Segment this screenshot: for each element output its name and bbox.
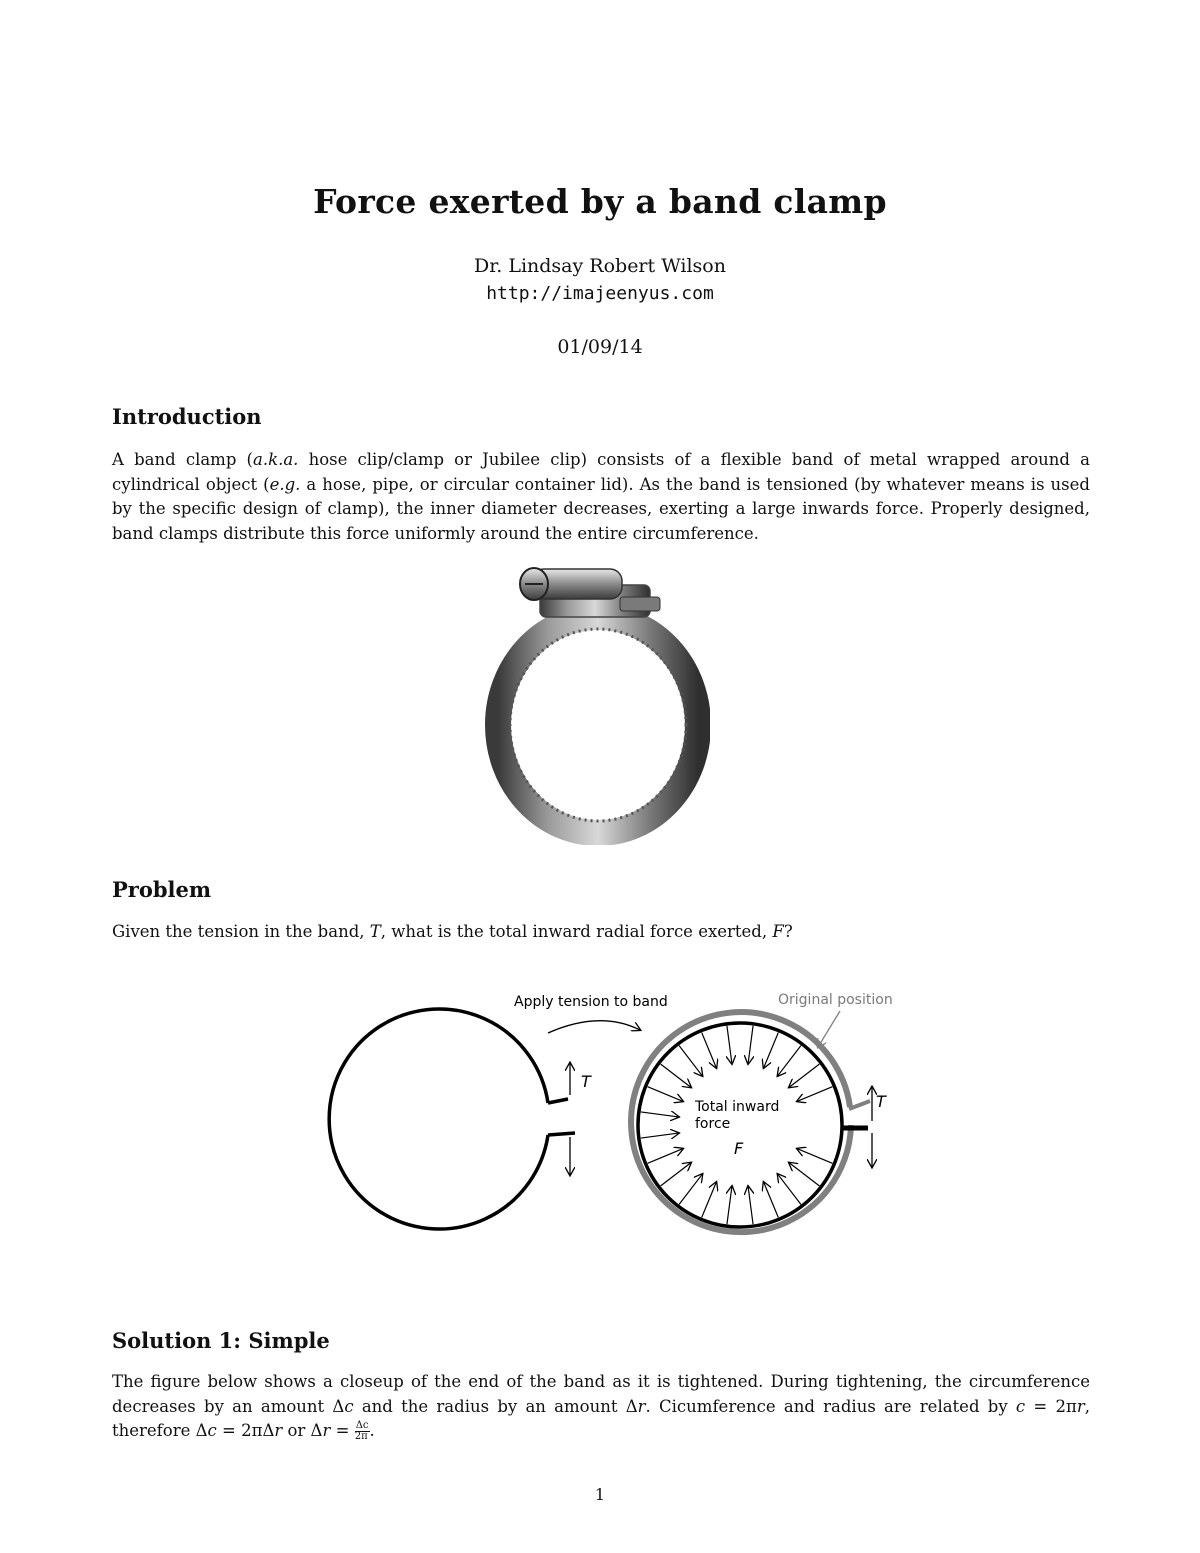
problem-heading: Problem: [112, 877, 212, 902]
original-position-pointer: [818, 1011, 840, 1047]
problem-text: Given the tension in the band, T, what is the total inward radial force exerted, F?: [112, 922, 793, 941]
intro-line-4: band clamps distribute this force uniformly around the entire circumference.: [112, 523, 759, 543]
inward-force-arrow: [641, 1133, 679, 1138]
inward-force-arrow: [727, 1026, 732, 1064]
tension-label-left: T: [581, 1072, 591, 1091]
inward-force-arrow: [648, 1087, 683, 1102]
intro-line-2: cylindrical object (e.g. a hose, pipe, or circular container lid). As the band is tensioned (by whatever means is used: [112, 474, 1090, 494]
intro-heading: Introduction: [112, 404, 262, 429]
inward-force-arrow: [748, 1026, 753, 1064]
solution1-line-1: The figure below shows a closeup of the end of the band as it is tightened. During tightening, the circumference: [112, 1372, 1090, 1391]
inward-force-arrow: [661, 1163, 691, 1186]
center-force-var: F: [734, 1139, 744, 1158]
solution1-paragraph: [112, 1370, 1090, 1444]
band-clamp-photo: [470, 555, 710, 845]
open-band: [329, 1009, 575, 1229]
center-label-line-1: Total inward: [695, 1099, 780, 1115]
inward-force-arrow: [661, 1064, 691, 1087]
apply-tension-arrow: [548, 1021, 640, 1033]
fraction: $\frac{\Delta c}{2\pi}$: [354, 1420, 369, 1442]
inward-force-arrow: [641, 1112, 679, 1117]
inward-force-arrow: [727, 1186, 732, 1224]
author-name: Dr. Lindsay Robert Wilson: [474, 255, 726, 277]
inward-force-arrow: [679, 1174, 702, 1204]
tightened-band: [631, 1012, 870, 1232]
intro-line-1: A band clamp (a.k.a. hose clip/clamp or Jubilee clip) consists of a flexible band of metal wrapped around a: [112, 450, 1090, 469]
intro-paragraph: [112, 448, 1090, 546]
inward-force-arrow: [789, 1064, 819, 1087]
inward-force-arrow: [648, 1149, 683, 1164]
inward-force-arrow: [748, 1186, 753, 1224]
inward-force-arrow: [778, 1046, 801, 1076]
inward-force-arrow: [679, 1046, 702, 1076]
inward-force-arrow: [797, 1149, 832, 1164]
center-label-line-2: force: [695, 1116, 731, 1132]
intro-line-3: by the specific design of clamp), the inner diameter decreases, exerting a large inwards force. Properly designed,: [112, 499, 1090, 518]
paper-date: 01/09/14: [557, 336, 643, 358]
solution1-line-3: therefore Δc = 2πΔr or Δr = $\frac{\Delta c}{2\pi}$ .: [112, 1420, 375, 1442]
page-number: 1: [594, 1485, 606, 1504]
inward-force-arrow: [764, 1182, 779, 1217]
solution1-line-2: decreases by an amount Δc and the radius by an amount Δr. Cicumference and radius are related by c = 2πr,: [112, 1396, 1090, 1416]
solution1-heading: Solution 1: Simple: [112, 1328, 330, 1353]
author-url[interactable]: http://imajeenyus.com: [486, 283, 714, 304]
inward-force-arrow: [789, 1163, 819, 1186]
inward-force-arrow: [778, 1174, 801, 1204]
inward-force-arrow: [764, 1033, 779, 1068]
paper-title: Force exerted by a band clamp: [313, 182, 887, 221]
inward-force-arrow: [797, 1087, 832, 1102]
tension-diagram: [300, 975, 920, 1275]
inward-force-arrow: [702, 1182, 717, 1217]
inward-force-arrow: [702, 1033, 717, 1068]
original-position-label: Original position: [778, 992, 893, 1008]
tension-label-right: T: [876, 1092, 886, 1111]
apply-tension-label: Apply tension to band: [514, 994, 668, 1010]
